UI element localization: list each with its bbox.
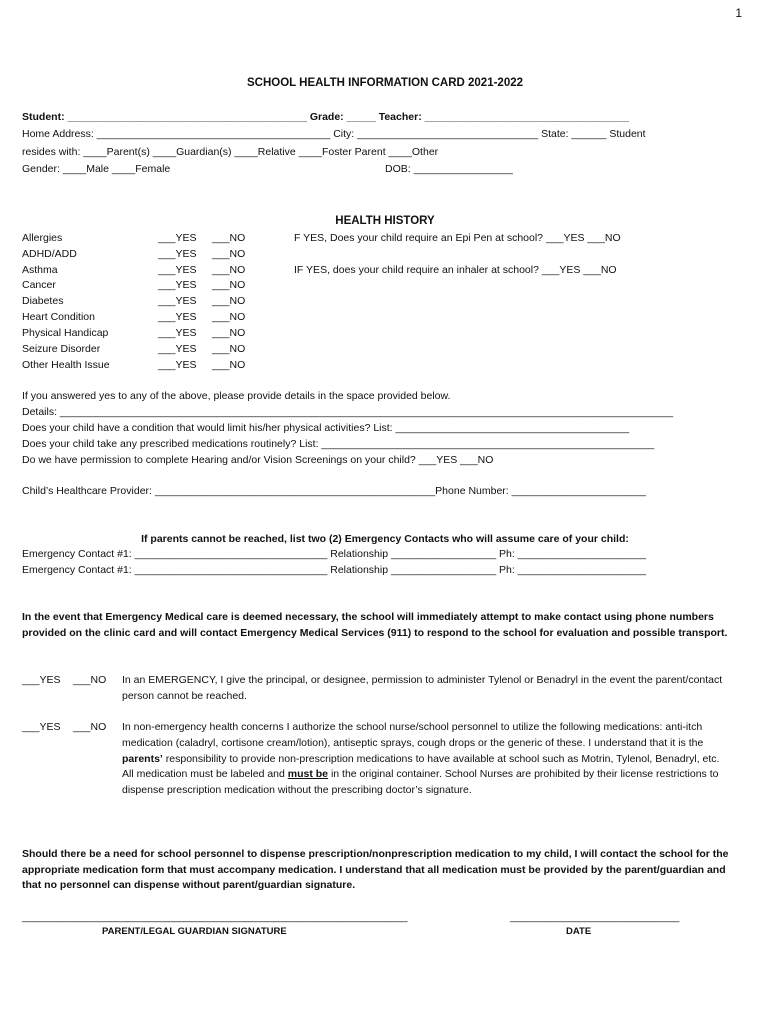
condition-no[interactable]: ___NO bbox=[212, 295, 246, 307]
activity-limit-question[interactable]: Does your child have a condition that would limit his/her physical activities? List: ________________________________________ bbox=[22, 422, 630, 434]
condition-label: Asthma bbox=[22, 264, 58, 276]
epipen-question[interactable]: F YES, Does your child require an Epi Pen at school? ___YES ___NO bbox=[294, 232, 621, 244]
student-line[interactable]: Student: _________________________________________ Grade: _____ Teacher: ___________________________________ bbox=[22, 111, 630, 123]
consent1-text: In an EMERGENCY, I give the principal, or designee, permission to administer Tylenol or Benadryl in the event the parent/contact person cannot be reached. bbox=[122, 674, 723, 702]
condition-no[interactable]: ___NO bbox=[212, 232, 246, 244]
healthcare-provider-field[interactable]: Child’s Healthcare Provider: ________________________________________________Phone Number: _______________________ bbox=[22, 485, 646, 497]
condition-label: Seizure Disorder bbox=[22, 343, 101, 355]
health-history-heading: HEALTH HISTORY bbox=[335, 215, 435, 227]
page-title: SCHOOL HEALTH INFORMATION CARD 2021-2022 bbox=[246, 77, 524, 89]
inhaler-question[interactable]: IF YES, does your child require an inhaler at school? ___YES ___NO bbox=[294, 264, 617, 276]
condition-no[interactable]: ___NO bbox=[212, 264, 246, 276]
details-intro: If you answered yes to any of the above, please provide details in the space provided below. bbox=[22, 390, 451, 402]
emergency-contacts-heading: If parents cannot be reached, list two (2) Emergency Contacts who will assume care of your child: bbox=[141, 533, 629, 545]
condition-yes[interactable]: ___YES bbox=[158, 279, 197, 291]
condition-yes[interactable]: ___YES bbox=[158, 359, 197, 371]
date-label: DATE bbox=[566, 926, 592, 937]
condition-label: Cancer bbox=[22, 279, 56, 291]
condition-yes[interactable]: ___YES bbox=[158, 311, 197, 323]
signature-line[interactable]: __________________________________________________________________ bbox=[22, 911, 408, 923]
medications-question[interactable]: Does your child take any prescribed medications routinely? List: _________________________________________________________ bbox=[22, 438, 655, 450]
condition-label: Heart Condition bbox=[22, 311, 95, 323]
condition-label: Physical Handicap bbox=[22, 327, 109, 339]
condition-no[interactable]: ___NO bbox=[212, 248, 246, 260]
condition-label: Allergies bbox=[22, 232, 63, 244]
condition-yes[interactable]: ___YES bbox=[158, 327, 197, 339]
consent2-yes[interactable]: ___YES bbox=[22, 721, 61, 733]
resides-with-line[interactable]: resides with: ____Parent(s) ____Guardian(s) ____Relative ____Foster Parent ____Other bbox=[22, 146, 439, 158]
consent2-no[interactable]: ___NO bbox=[73, 721, 107, 733]
emergency-contact-2[interactable]: Emergency Contact #1: _________________________________ Relationship __________________ Ph: ______________________ bbox=[22, 564, 647, 576]
dob-field[interactable]: DOB: _________________ bbox=[385, 163, 513, 175]
condition-label: ADHD/ADD bbox=[22, 248, 77, 260]
emergency-contact-1[interactable]: Emergency Contact #1: _________________________________ Relationship __________________ Ph: ______________________ bbox=[22, 548, 647, 560]
condition-yes[interactable]: ___YES bbox=[158, 232, 197, 244]
condition-yes[interactable]: ___YES bbox=[158, 295, 197, 307]
consent1-yes[interactable]: ___YES bbox=[22, 674, 61, 686]
details-field[interactable]: Details: _________________________________________________________________________________________________________ bbox=[22, 406, 674, 418]
consent2-text-a: In non-emergency health concerns I authorize the school nurse/school personnel to utilize the following medications: anti-itch medication (caladryl, cortisone cream/lotion), antiseptic sprays, cough drops or the generic of these. I understand that it is the bbox=[122, 721, 704, 749]
screening-question[interactable]: Do we have permission to complete Hearing and/or Vision Screenings on your child? ___YES ___NO bbox=[22, 454, 494, 466]
condition-no[interactable]: ___NO bbox=[212, 327, 246, 339]
final-statement: Should there be a need for school personnel to dispense prescription/nonprescription medication to my child, I will contact the school for the appropriate medication form that must accompany medication. I understand that all medication must be provided by the parent/guardian and that no personnel can dispense without parent/guardian signature. bbox=[22, 848, 729, 891]
consent2-parents-emphasis: parents’ bbox=[122, 752, 163, 765]
date-line[interactable]: _____________________________ bbox=[510, 911, 680, 923]
condition-no[interactable]: ___NO bbox=[212, 279, 246, 291]
signature-label: PARENT/LEGAL GUARDIAN SIGNATURE bbox=[102, 926, 287, 937]
condition-no[interactable]: ___NO bbox=[212, 343, 246, 355]
condition-label: Other Health Issue bbox=[22, 359, 110, 371]
gender-field[interactable]: Gender: ____Male ____Female bbox=[22, 163, 171, 175]
condition-yes[interactable]: ___YES bbox=[158, 343, 197, 355]
consent2-text bbox=[122, 720, 730, 799]
condition-no[interactable]: ___NO bbox=[212, 359, 246, 371]
emergency-care-paragraph: In the event that Emergency Medical care is deemed necessary, the school will immediately attempt to make contact using phone numbers provided on the clinic card and will contact Emergency Medical Services (911) to respond to the school for evaluation and possible transport. bbox=[22, 611, 728, 639]
consent2-must-be-emphasis: must be bbox=[287, 768, 329, 781]
condition-yes[interactable]: ___YES bbox=[158, 248, 197, 260]
address-line[interactable]: Home Address: ________________________________________ City: _______________________________ State: ______ Student bbox=[22, 128, 646, 140]
consent1-no[interactable]: ___NO bbox=[73, 674, 107, 686]
condition-yes[interactable]: ___YES bbox=[158, 264, 197, 276]
condition-no[interactable]: ___NO bbox=[212, 311, 246, 323]
page-number: 1 bbox=[735, 6, 742, 20]
condition-label: Diabetes bbox=[22, 295, 64, 307]
consent2-text-c: in the original container. School Nurses are prohibited by their license restrictions to dispense prescription medication without the prescribing doctor’s signature. bbox=[122, 768, 719, 797]
consent2-text-b: responsibility to provide non-prescription medications to have available at school such as Motrin, Tylenol, Benadryl, etc. All medication must be labeled and bbox=[122, 752, 720, 781]
